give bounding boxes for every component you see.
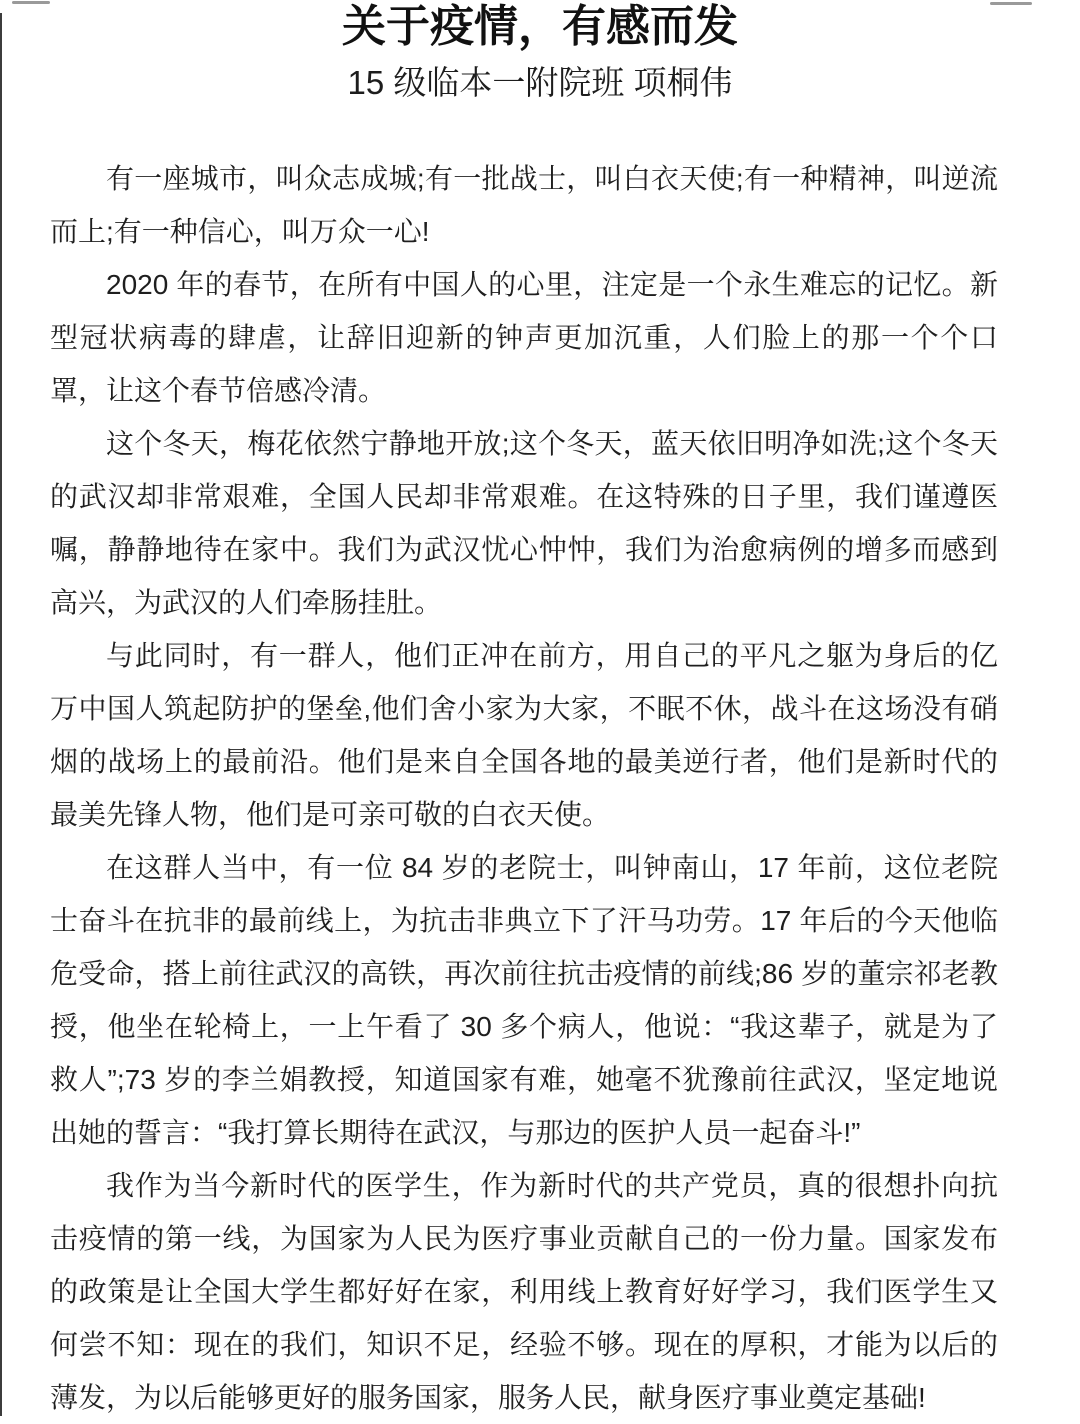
essay-paragraph: 在这群人当中，有一位 84 岁的老院士，叫钟南山，17 年前，这位老院士奋斗在抗非的最前线上，为抗击非典立下了汗马功劳。17 年后的今天他临危受命，搭上前往武汉的高铁，再次前往抗击疫情的前线;86 岁的董宗祁老教授，他坐在轮椅上，一上午看了 30 多个病人，他说：“我这辈子，就是为了救人”;73 岁的李兰娟教授，知道国家有难，她毫不犹豫前往武汉，坚定地说出她的誓言：“我打算长期待在武汉，与那边的医护人员一起奋斗!” (50, 852, 998, 1148)
essay-byline: 15 级临本一附院班 项桐伟 (347, 64, 733, 101)
essay-body (50, 152, 998, 1424)
essay-paragraph: 有一座城市，叫众志成城;有一批战士，叫白衣天使;有一种精神，叫逆流而上;有一种信心，叫万众一心! (50, 163, 998, 247)
essay-paragraph: 这个冬天，梅花依然宁静地开放;这个冬天，蓝天依旧明净如洗;这个冬天的武汉却非常艰难，全国人民却非常艰难。在这特殊的日子里，我们谨遵医嘱，静静地待在家中。我们为武汉忧心忡忡，我们为治愈病例的增多而感到高兴，为武汉的人们牵肠挂肚。 (50, 428, 998, 618)
essay-title: 关于疫情，有感而发 (342, 2, 738, 51)
essay-paragraph: 我作为当今新时代的医学生，作为新时代的共产党员，真的很想扑向抗击疫情的第一线，为国家为人民为医疗事业贡献自己的一份力量。国家发布的政策是让全国大学生都好好在家，利用线上教育好好学习，我们医学生又何尝不知：现在的我们，知识不足，经验不够。现在的厚积，才能为以后的薄发，为以后能够更好的服务国家，服务人民，献身医疗事业奠定基础! (50, 1170, 998, 1413)
page-left-edge-line (0, 13, 2, 1416)
essay-paragraph: 与此同时，有一群人，他们正冲在前方，用自己的平凡之躯为身后的亿万中国人筑起防护的堡垒,他们舍小家为大家，不眠不休，战斗在这场没有硝烟的战场上的最前沿。他们是来自全国各地的最美逆行者，他们是新时代的最美先锋人物，他们是可亲可敬的白衣天使。 (50, 640, 998, 830)
essay-paragraph: 2020 年的春节，在所有中国人的心里，注定是一个永生难忘的记忆。新型冠状病毒的肆虐，让辞旧迎新的钟声更加沉重，人们脸上的那一个个口罩，让这个春节倍感冷清。 (50, 269, 998, 406)
